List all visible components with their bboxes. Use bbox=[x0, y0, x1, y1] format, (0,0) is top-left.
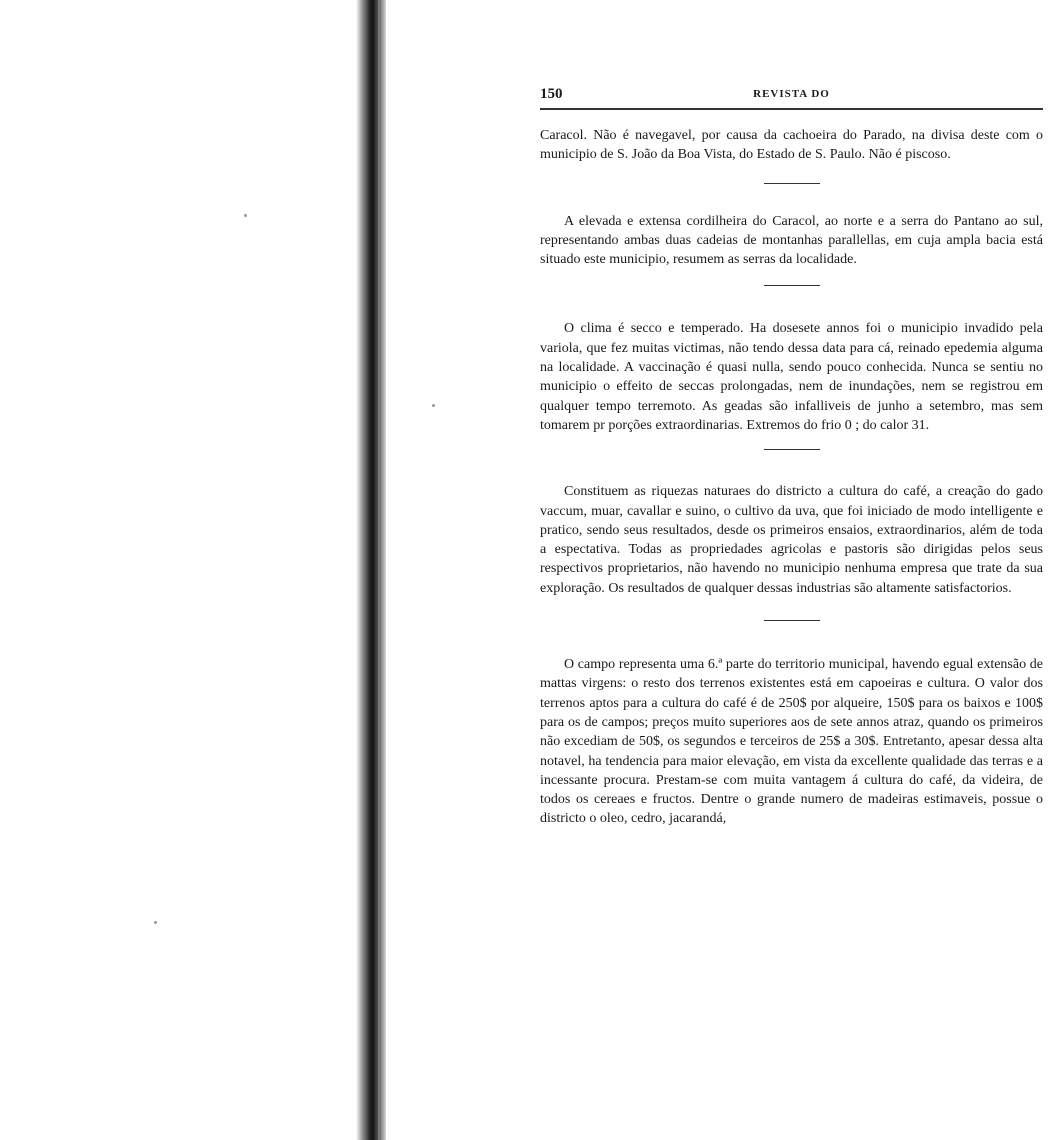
paragraph-mountains: A elevada e extensa cordilheira do Caracol, ao norte e a serra do Pantano ao sul, representando ambas duas cadeias de montanhas parallellas, em cuja ampla bacia está situado este municipio, resumem as serras da localidade. bbox=[540, 213, 1043, 268]
running-head: REVISTA DO bbox=[753, 88, 830, 100]
scan-speck bbox=[244, 214, 247, 217]
page-header bbox=[540, 86, 1043, 110]
book-gutter-shadow bbox=[356, 0, 386, 1140]
section-divider bbox=[764, 449, 820, 450]
section-divider bbox=[764, 285, 820, 286]
section-divider bbox=[764, 620, 820, 621]
scan-speck bbox=[432, 404, 435, 407]
section-divider bbox=[764, 183, 820, 184]
page-number: 150 bbox=[540, 86, 563, 102]
book-page bbox=[540, 86, 1043, 829]
book-gutter-line bbox=[378, 0, 380, 1140]
paragraph-natural-resources: Constituem as riquezas naturaes do districto a cultura do café, a creação do gado vaccum, muar, cavallar e suino, o cultivo da uva, que foi iniciado de modo intelligente e pratico, sendo seus resultados, desde os primeiros ensaios, extraordinarios, além de toda a espectativa. Todas as propriedades agricolas e pastoris são dirigidas pelos seus respectivos proprietarios, não havendo no municipio nenhuma empresa que trate da sua exploração. Os resultados de qualquer dessas industrias são altamente satisfactorios. bbox=[540, 484, 1043, 596]
paragraph-land-values: O campo representa uma 6.ª parte do territorio municipal, havendo egual extensão de mattas virgens: o resto dos terrenos existentes está em capoeiras e cultura. O valor dos terrenos aptos para a cultura do café é de 250$ por alqueire, 150$ para os baixos e 100$ para os de campos; preços muito superiores aos de sete annos atraz, quando os primeiros não excediam de 50$, os segundos e terceiros de 25$ a 30$. Entretanto, apesar dessa alta notavel, ha tendencia para maior elevação, em vista da excellente qualidade das terras e a incessante procura. Prestam-se com muita vantagem á cultura do café, da videira, de todos os cereaes e fructos. Dentre o grande numero de madeiras estimaveis, possue o districto o oleo, cedro, jacarandá, bbox=[540, 657, 1043, 827]
paragraph-climate: O clima é secco e temperado. Ha dosesete annos foi o municipio invadido pela variola, que fez muitas victimas, não tendo dessa data para cá, reinado epedemia alguma na localidade. A vaccinação é quasi nulla, sendo pouco conhecida. Nunca se sentiu no municipio o effeito de seccas prolongadas, nem de inundações, nem se registrou em qualquer tempo terremoto. As geadas são infalliveis de junho a setembro, mas sem tomarem pr porções extraordinarias. Extremos do frio 0 ; do calor 31. bbox=[540, 321, 1043, 433]
paragraph-rivers: Caracol. Não é navegavel, por causa da cachoeira do Parado, na divisa deste com o municipio de S. João da Boa Vista, do Estado de S. Paulo. Não é piscoso. bbox=[540, 128, 1043, 163]
scan-speck bbox=[154, 921, 157, 924]
